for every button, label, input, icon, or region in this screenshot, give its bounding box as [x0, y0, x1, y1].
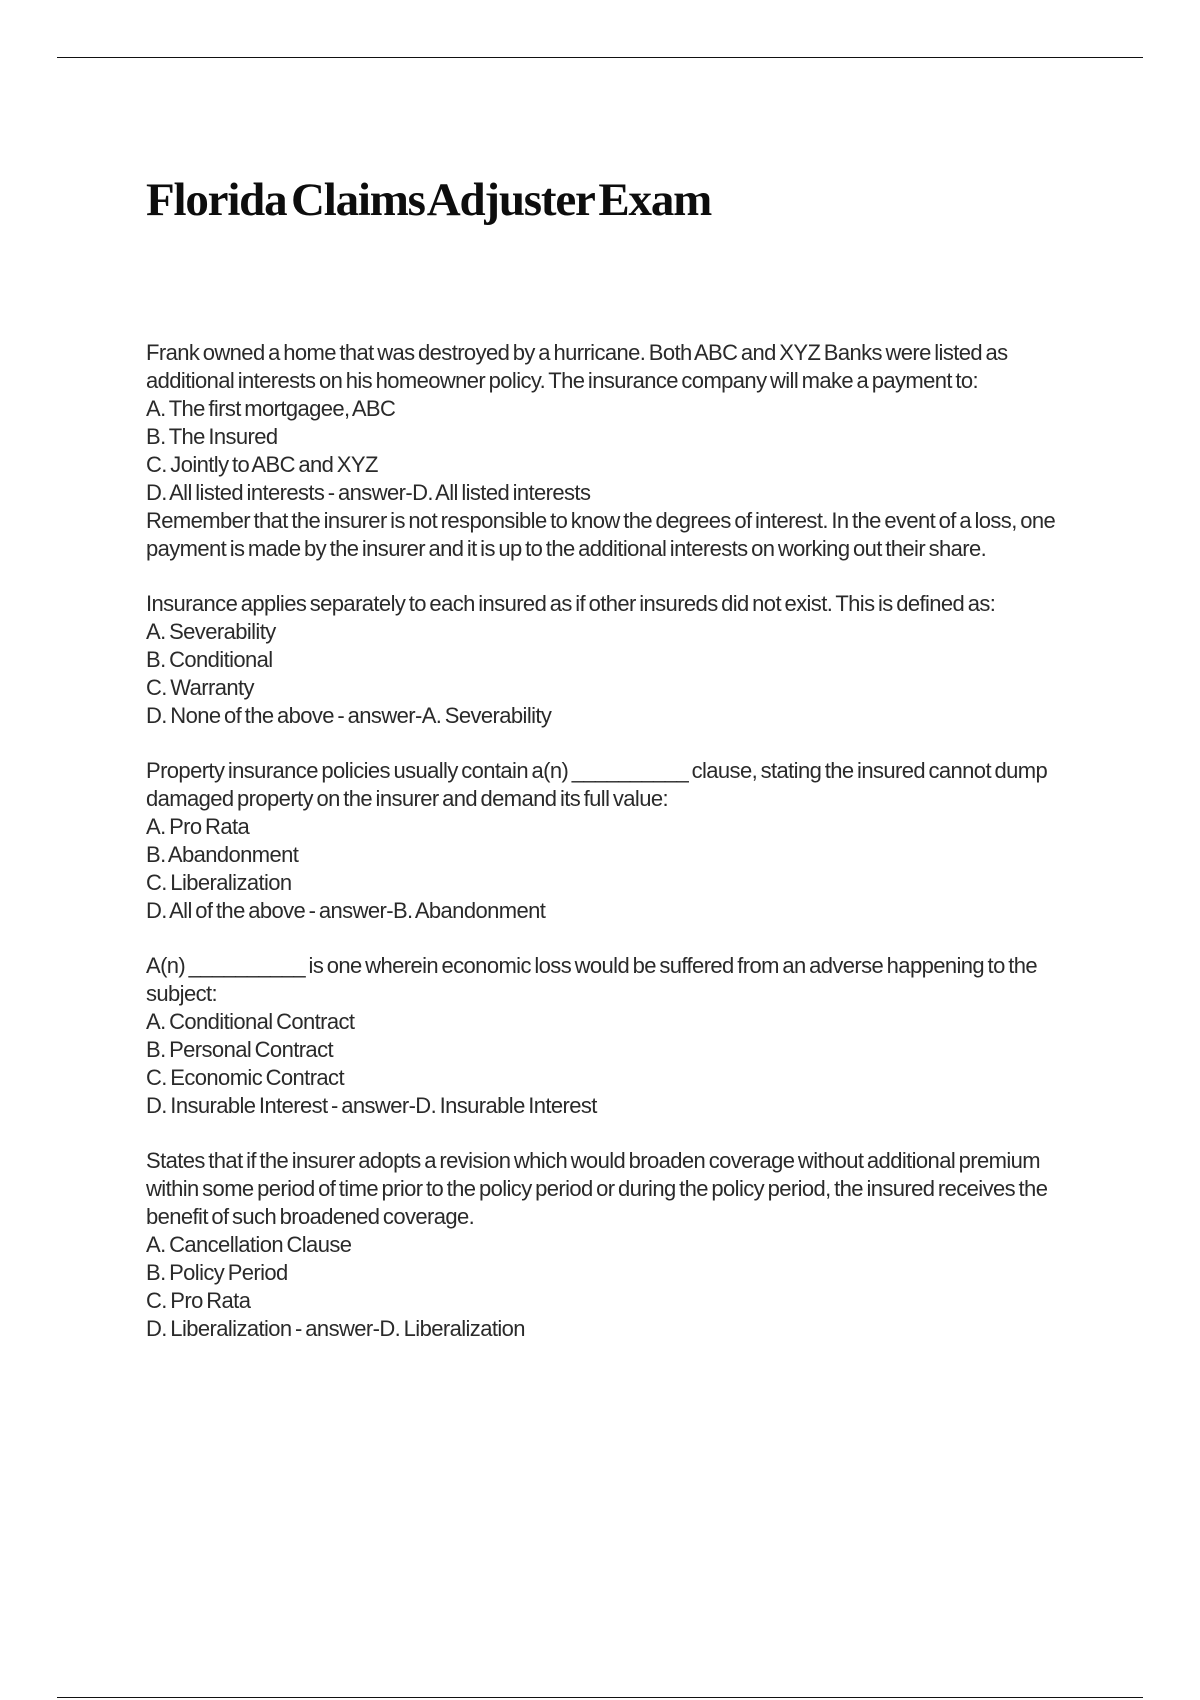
document-title: Florida Claims Adjuster Exam [146, 174, 712, 226]
option-d-answer: D. Liberalization - answer-D. Liberalization [146, 1316, 525, 1341]
top-rule [57, 57, 1143, 58]
option-a: A. Severability [146, 619, 276, 644]
option-c: C. Liberalization [146, 870, 292, 895]
option-d-answer: D. All of the above - answer-B. Abandonment [146, 898, 546, 923]
option-c: C. Pro Rata [146, 1288, 251, 1313]
question-2 [146, 590, 1086, 730]
question-list [146, 339, 1086, 1370]
question-prompt: States that if the insurer adopts a revision which would broaden coverage without additional premium within some period of time prior to the policy period or during the policy period, the insured receives the benefit of such broadened coverage. [146, 1148, 1051, 1229]
answer-explanation: Remember that the insurer is not responsible to know the degrees of interest. In the event of a loss, one payment is made by the insurer and it is up to the additional interests on working out their share. [146, 508, 1059, 561]
option-c: C. Jointly to ABC and XYZ [146, 452, 378, 477]
option-d-answer: D. None of the above - answer-A. Severability [146, 703, 552, 728]
question-prompt: A(n) __________ is one wherein economic loss would be suffered from an adverse happening to the subject: [146, 953, 1041, 1006]
question-1 [146, 339, 1086, 563]
option-d-answer: D. All listed interests - answer-D. All listed interests [146, 480, 591, 505]
option-a: A. The first mortgagee, ABC [146, 396, 396, 421]
question-prompt: Insurance applies separately to each insured as if other insureds did not exist. This is defined as: [146, 591, 996, 616]
option-b: B. Conditional [146, 647, 273, 672]
question-5 [146, 1147, 1086, 1343]
option-c: C. Economic Contract [146, 1065, 344, 1090]
option-b: B. Abandonment [146, 842, 299, 867]
question-prompt: Property insurance policies usually contain a(n) __________ clause, stating the insured cannot dump damaged property on the insurer and demand its full value: [146, 758, 1051, 811]
option-c: C. Warranty [146, 675, 254, 700]
option-d-answer: D. Insurable Interest - answer-D. Insurable Interest [146, 1093, 597, 1118]
question-prompt: Frank owned a home that was destroyed by a hurricane. Both ABC and XYZ Banks were listed as additional interests on his homeowner policy. The insurance company will make a payment to: [146, 340, 1012, 393]
option-b: B. Policy Period [146, 1260, 288, 1285]
option-a: A. Conditional Contract [146, 1009, 355, 1034]
option-b: B. The Insured [146, 424, 278, 449]
option-a: A. Pro Rata [146, 814, 250, 839]
bottom-rule [57, 1697, 1143, 1698]
question-4 [146, 952, 1086, 1120]
option-b: B. Personal Contract [146, 1037, 333, 1062]
question-3 [146, 757, 1086, 925]
option-a: A. Cancellation Clause [146, 1232, 352, 1257]
